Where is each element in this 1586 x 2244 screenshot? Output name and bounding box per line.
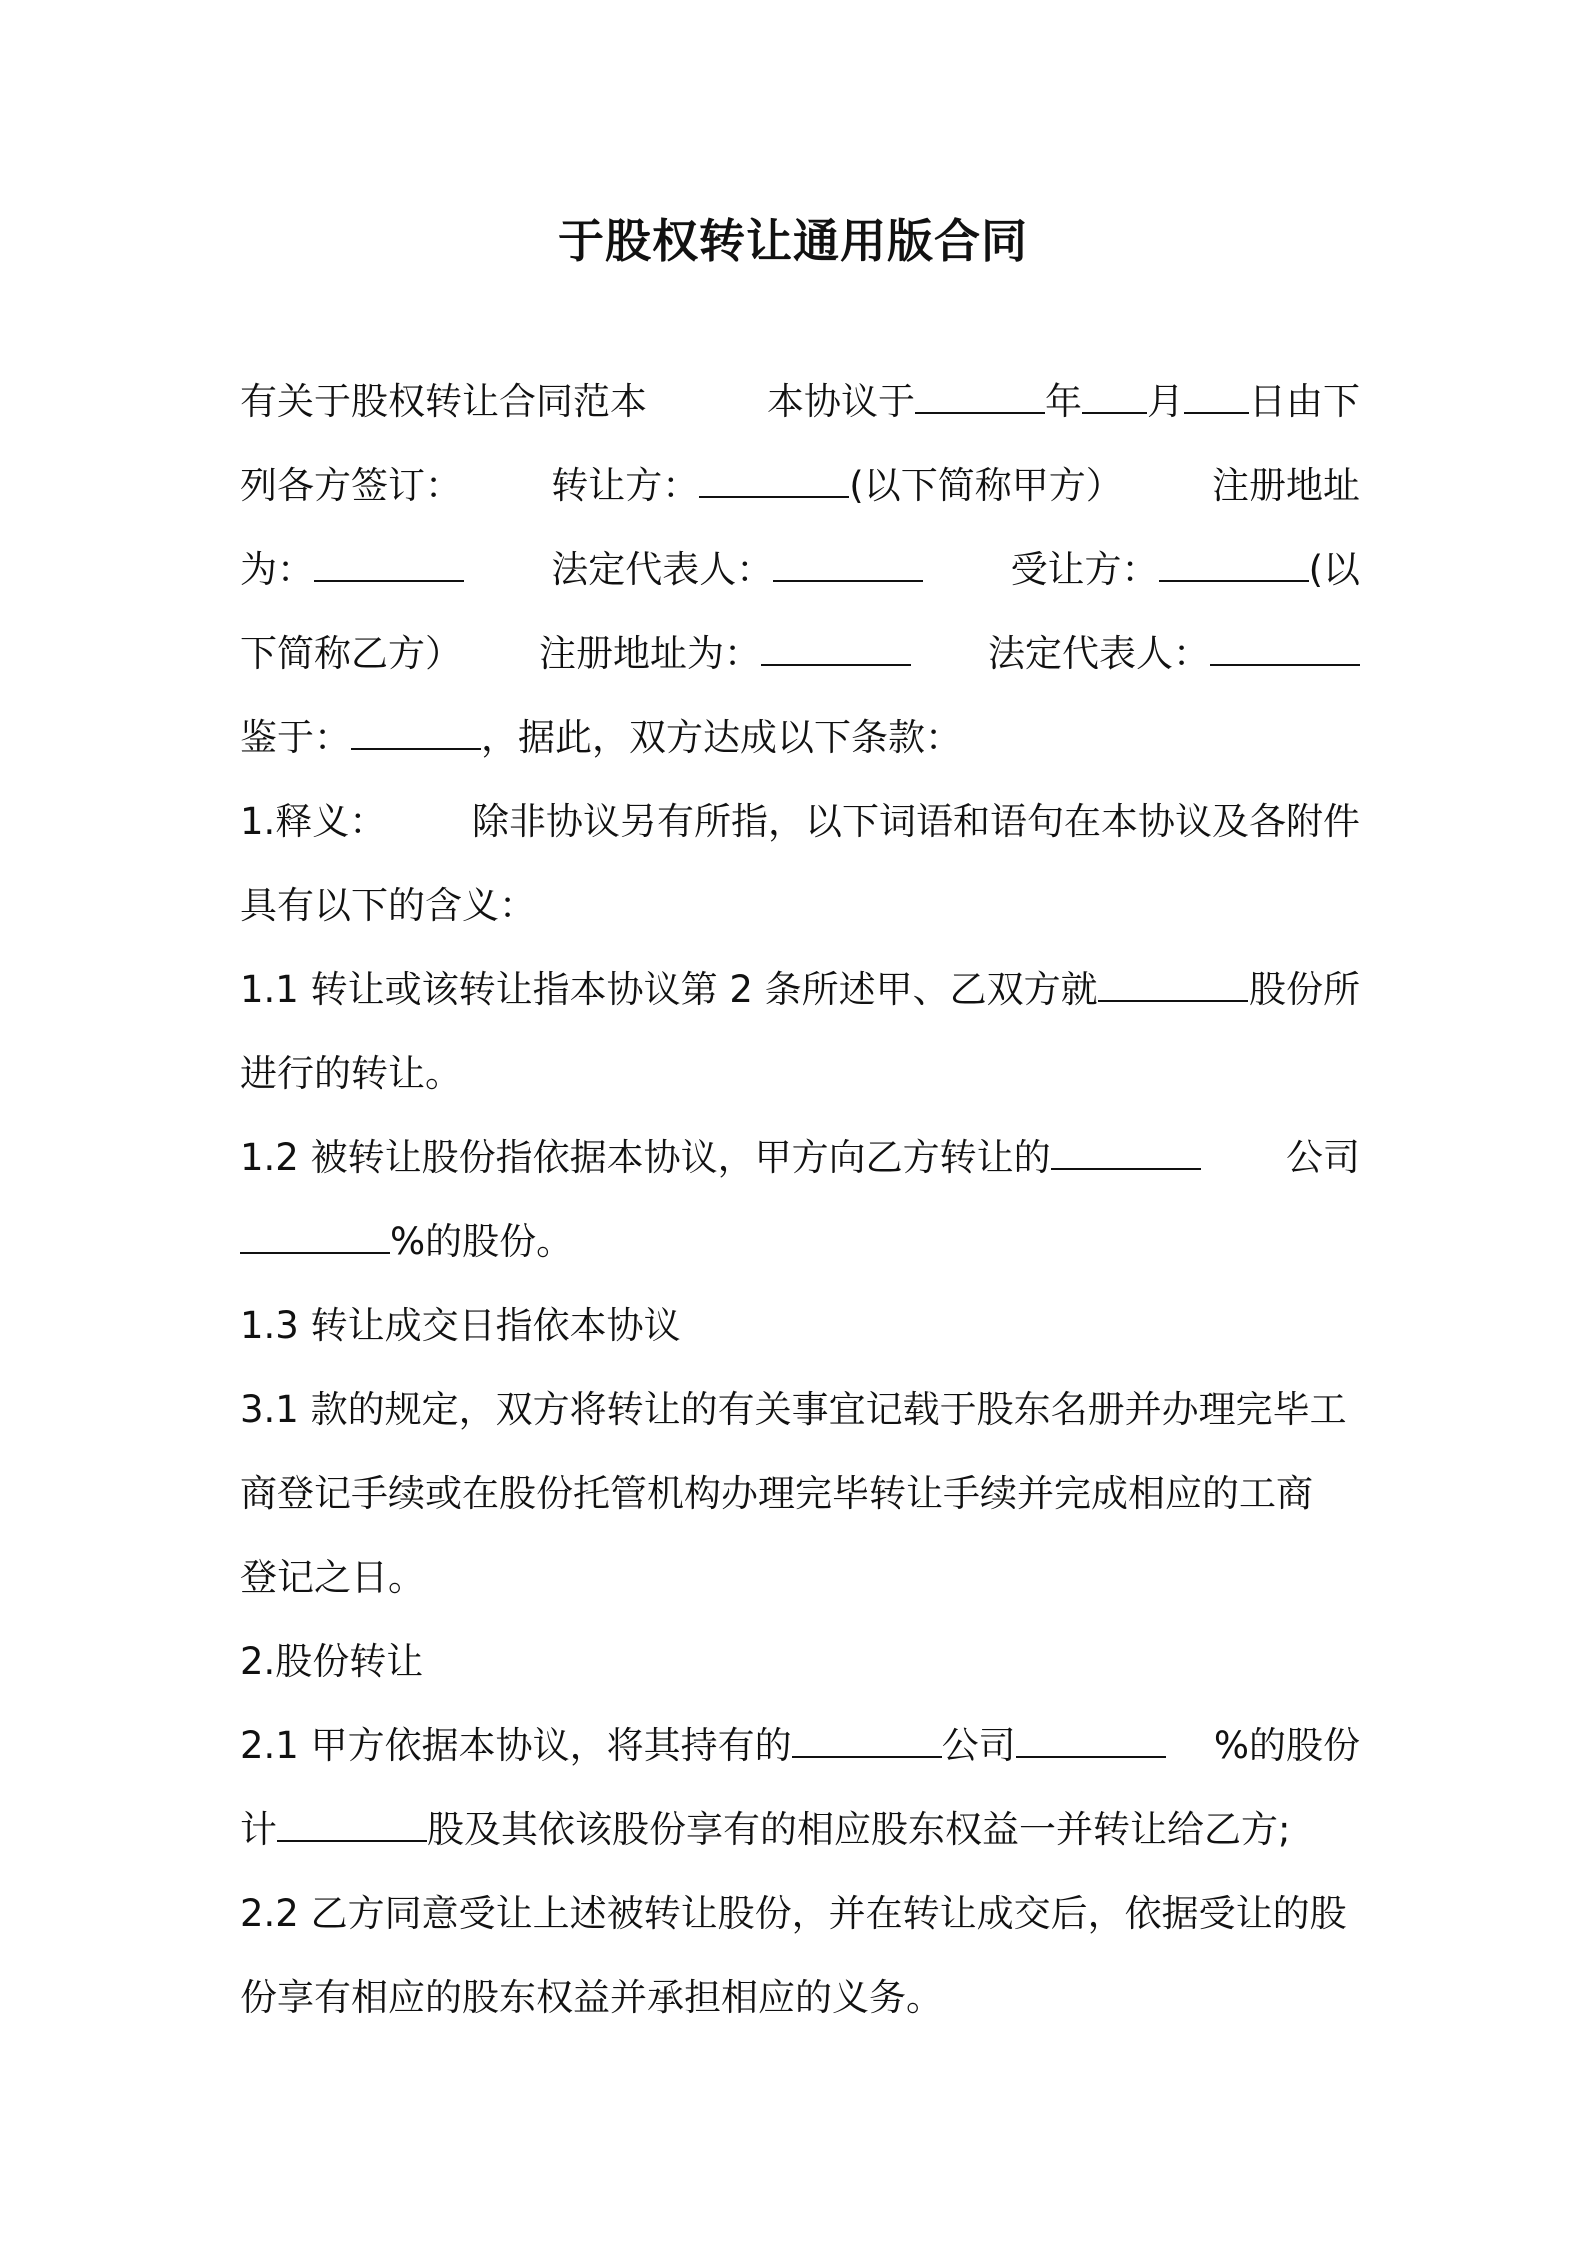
- company-suffix: 公司: [1286, 1136, 1360, 1179]
- paragraph-line-15: 登记之日。: [240, 1556, 425, 1599]
- paragraph-line-17: [240, 1716, 1360, 1776]
- shares-blank[interactable]: [1098, 960, 1248, 1002]
- section-1-heading: 1.释义：: [240, 800, 387, 843]
- signing-parties-label: 列各方签订：: [240, 464, 462, 507]
- whereas-label: 鉴于：: [240, 716, 351, 759]
- party-b-label: 下简称乙方）: [240, 632, 462, 675]
- party-a-representative-clause: 法定代表人：: [551, 540, 923, 600]
- paragraph-line-14: 商登记手续或在股份托管机构办理完毕转让手续并完成相应的工商: [240, 1472, 1313, 1515]
- party-b-representative-blank[interactable]: [1210, 624, 1360, 666]
- percentage-blank[interactable]: [240, 1212, 390, 1254]
- paragraph-line-12: 1.3 转让成交日指依本协议: [240, 1304, 681, 1347]
- terms-agreed-text: ，据此，双方达成以下条款：: [481, 716, 962, 759]
- agreement-date-clause: 本协议于 年 月 日由下: [767, 372, 1360, 432]
- party-b-representative-clause: 法定代表人：: [988, 624, 1360, 684]
- company-name-blank[interactable]: [792, 1716, 942, 1758]
- paragraph-line-7: 具有以下的含义：: [240, 884, 536, 927]
- document-title: 于股权转让通用版合同: [558, 214, 1028, 268]
- definitions-intro: 除非协议另有所指，以下词语和语句在本协议及各附件: [472, 800, 1360, 843]
- year-blank[interactable]: [915, 372, 1045, 414]
- company-blank[interactable]: [1051, 1128, 1201, 1170]
- percentage-suffix: %的股份。: [390, 1220, 574, 1263]
- paragraph-line-4: [240, 624, 1360, 684]
- whereas-blank[interactable]: [351, 708, 481, 750]
- paragraph-line-1: [240, 372, 1360, 432]
- clause-1-2: 1.2 被转让股份指依据本协议，甲方向乙方转让的: [240, 1128, 1201, 1188]
- paragraph-line-9: 进行的转让。: [240, 1052, 462, 1095]
- share-percent-blank[interactable]: [1016, 1716, 1166, 1758]
- paragraph-line-19: 2.2 乙方同意受让上述被转让股份，并在转让成交后，依据受让的股: [240, 1892, 1347, 1935]
- party-a-representative-blank[interactable]: [773, 540, 923, 582]
- transferee-blank[interactable]: [1159, 540, 1309, 582]
- share-percent-suffix: %的股份: [1213, 1724, 1360, 1767]
- paragraph-line-3: [240, 540, 1360, 600]
- day-blank[interactable]: [1184, 372, 1249, 414]
- clause-1-1: 1.1 转让或该转让指本协议第 2 条所述甲、乙双方就: [240, 960, 1248, 1020]
- registered-address-label: 注册地址: [1212, 464, 1360, 507]
- paragraph-line-5: [240, 708, 1360, 768]
- party-b-address-clause: 注册地址为：: [539, 624, 911, 684]
- count-prefix: 计: [240, 1808, 277, 1851]
- share-count-blank[interactable]: [277, 1800, 427, 1842]
- party-a-address-clause: 为：: [240, 540, 464, 600]
- share-count-suffix: 股及其依该股份享有的相应股东权益一并转让给乙方;: [427, 1808, 1291, 1851]
- transferor-clause: 转让方： (以下简称甲方）: [551, 456, 1122, 516]
- transferee-clause: 受让方： (以: [1011, 540, 1360, 600]
- paragraph-line-6: [240, 792, 1360, 852]
- party-a-address-blank[interactable]: [314, 540, 464, 582]
- paragraph-line-18: [240, 1800, 1360, 1860]
- month-blank[interactable]: [1082, 372, 1147, 414]
- shares-suffix: 股份所: [1249, 968, 1360, 1011]
- paragraph-line-13: 3.1 款的规定，双方将转让的有关事宜记载于股东名册并办理完毕工: [240, 1388, 1347, 1431]
- party-b-address-blank[interactable]: [761, 624, 911, 666]
- paragraph-line-8: [240, 960, 1360, 1020]
- paragraph-line-10: [240, 1128, 1360, 1188]
- paragraph-line-20: 份享有相应的股东权益并承担相应的义务。: [240, 1976, 943, 2019]
- transferor-blank[interactable]: [699, 456, 849, 498]
- paragraph-line-2: [240, 456, 1360, 516]
- contract-template-label: 有关于股权转让合同范本: [240, 380, 647, 423]
- paragraph-line-16: 2.股份转让: [240, 1640, 424, 1683]
- clause-2-1: 2.1 甲方依据本协议，将其持有的 公司: [240, 1716, 1166, 1776]
- paragraph-line-11: [240, 1212, 1360, 1272]
